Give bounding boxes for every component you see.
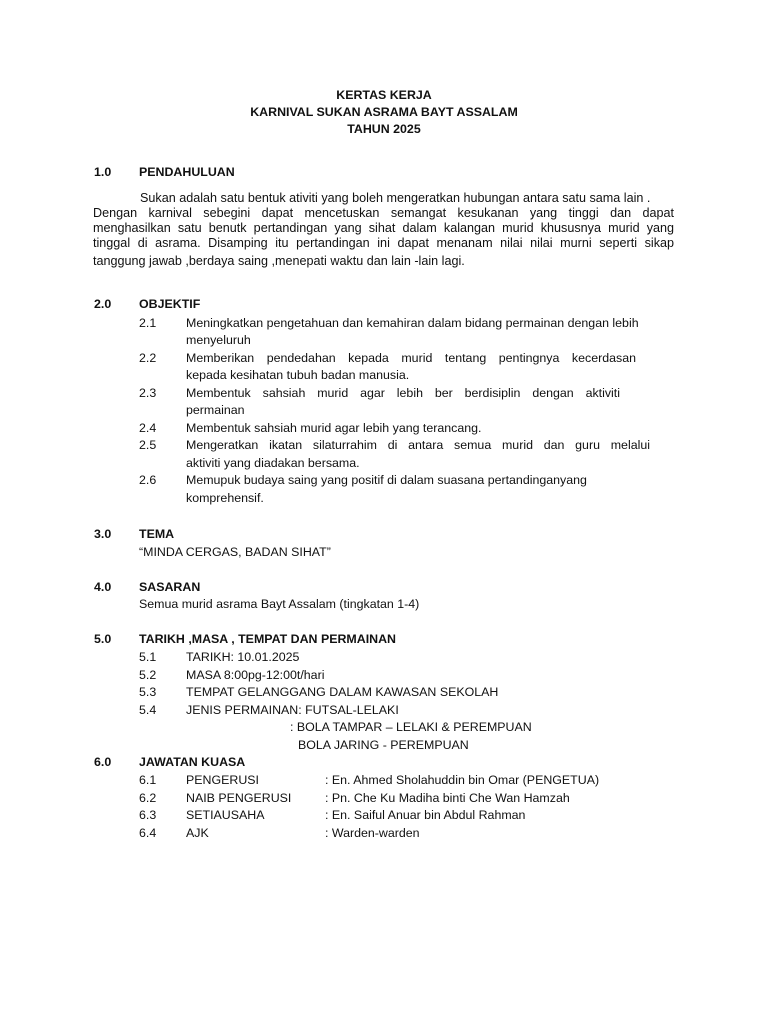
event-detail-text: JENIS PERMAINAN: FUTSAL-LELAKI bbox=[186, 703, 399, 717]
committee-role: PENGERUSI bbox=[186, 773, 259, 787]
objective-number: 2.3 bbox=[139, 386, 157, 400]
section-2-number: 2.0 bbox=[94, 297, 112, 311]
game-list-extra-1: : BOLA TAMPAR – LELAKI & PEREMPUAN bbox=[290, 720, 532, 734]
committee-role: AJK bbox=[186, 826, 209, 840]
objective-text: Memberikan pendedahan kepada murid tentang pentingnya kecerdasan bbox=[186, 351, 636, 365]
objective-number: 2.4 bbox=[139, 421, 157, 435]
game-list-extra-2: BOLA JARING - PEREMPUAN bbox=[298, 738, 469, 752]
section-5-heading: TARIKH ,MASA , TEMPAT DAN PERMAINAN bbox=[139, 632, 396, 646]
objective-text: Membentuk sahsiah murid agar lebih ber berdisiplin dengan aktiviti bbox=[186, 386, 620, 400]
doc-title-line-1: KERTAS KERJA bbox=[336, 88, 432, 102]
section-1-line-1: Sukan adalah satu bentuk ativiti yang boleh mengeratkan hubungan antara satu sama lain . bbox=[140, 191, 651, 205]
committee-member: : En. Saiful Anuar bin Abdul Rahman bbox=[325, 808, 526, 822]
objective-text-cont: kepada kesihatan tubuh badan manusia. bbox=[186, 368, 410, 382]
doc-title-line-3: TAHUN 2025 bbox=[347, 122, 421, 136]
section-3-heading: TEMA bbox=[139, 527, 175, 541]
committee-member: : Pn. Che Ku Madiha binti Che Wan Hamzah bbox=[325, 791, 570, 805]
section-1-line-4: tinggal di asrama. Disamping itu pertandingan ini dapat menanam nilai nilai murni seperti sikap bbox=[93, 236, 674, 250]
objective-text-cont: menyeluruh bbox=[186, 333, 251, 347]
event-detail-number: 5.3 bbox=[139, 685, 157, 699]
committee-role: NAIB PENGERUSI bbox=[186, 791, 292, 805]
committee-number: 6.3 bbox=[139, 808, 157, 822]
event-detail-number: 5.2 bbox=[139, 668, 157, 682]
section-1-heading: PENDAHULUAN bbox=[139, 165, 235, 179]
section-1-line-5: tanggung jawab ,berdaya saing ,menepati waktu dan lain -lain lagi. bbox=[93, 254, 465, 268]
committee-number: 6.2 bbox=[139, 791, 157, 805]
committee-member: : En. Ahmed Sholahuddin bin Omar (PENGETUA) bbox=[325, 773, 600, 787]
section-5-number: 5.0 bbox=[94, 632, 112, 646]
objective-text: Mengeratkan ikatan silaturrahim di antara semua murid dan guru melalui bbox=[186, 438, 650, 452]
committee-member: : Warden-warden bbox=[325, 826, 420, 840]
event-detail-text: TEMPAT GELANGGANG DALAM KAWASAN SEKOLAH bbox=[186, 685, 499, 699]
objective-text-cont: aktiviti yang diadakan bersama. bbox=[186, 456, 360, 470]
doc-title-line-2: KARNIVAL SUKAN ASRAMA BAYT ASSALAM bbox=[250, 105, 518, 119]
objective-number: 2.6 bbox=[139, 473, 157, 487]
section-2-heading: OBJEKTIF bbox=[139, 297, 201, 311]
theme-text: “MINDA CERGAS, BADAN SIHAT” bbox=[139, 545, 331, 559]
objective-text-cont: komprehensif. bbox=[186, 491, 264, 505]
objective-number: 2.2 bbox=[139, 351, 157, 365]
section-4-number: 4.0 bbox=[94, 580, 112, 594]
section-6-heading: JAWATAN KUASA bbox=[139, 755, 246, 769]
objective-text-cont: permainan bbox=[186, 403, 245, 417]
event-detail-text: MASA 8:00pg-12:00t/hari bbox=[186, 668, 325, 682]
target-text: Semua murid asrama Bayt Assalam (tingkatan 1-4) bbox=[139, 597, 420, 611]
committee-role: SETIAUSAHA bbox=[186, 808, 265, 822]
section-1-line-3: menghasilkan satu benutk pertandingan yang sihat dalam kalangan murid khususnya murid yang bbox=[93, 221, 674, 235]
committee-number: 6.4 bbox=[139, 826, 157, 840]
section-3-number: 3.0 bbox=[94, 527, 112, 541]
objective-text: Memupuk budaya saing yang positif di dalam suasana pertandinganyang bbox=[186, 473, 587, 487]
objective-number: 2.5 bbox=[139, 438, 157, 452]
objective-text: Meningkatkan pengetahuan dan kemahiran dalam bidang permainan dengan lebih bbox=[186, 316, 639, 330]
section-1-number: 1.0 bbox=[94, 165, 112, 179]
objective-number: 2.1 bbox=[139, 316, 157, 330]
section-1-line-2: Dengan karnival sebegini dapat mencetuskan semangat kesukanan yang tinggi dan dapat bbox=[93, 206, 674, 220]
committee-number: 6.1 bbox=[139, 773, 157, 787]
section-4-heading: SASARAN bbox=[139, 580, 201, 594]
event-detail-number: 5.4 bbox=[139, 703, 157, 717]
section-6-number: 6.0 bbox=[94, 755, 112, 769]
objective-text: Membentuk sahsiah murid agar lebih yang terancang. bbox=[186, 421, 482, 435]
event-detail-number: 5.1 bbox=[139, 650, 157, 664]
event-detail-text: TARIKH: 10.01.2025 bbox=[186, 650, 300, 664]
